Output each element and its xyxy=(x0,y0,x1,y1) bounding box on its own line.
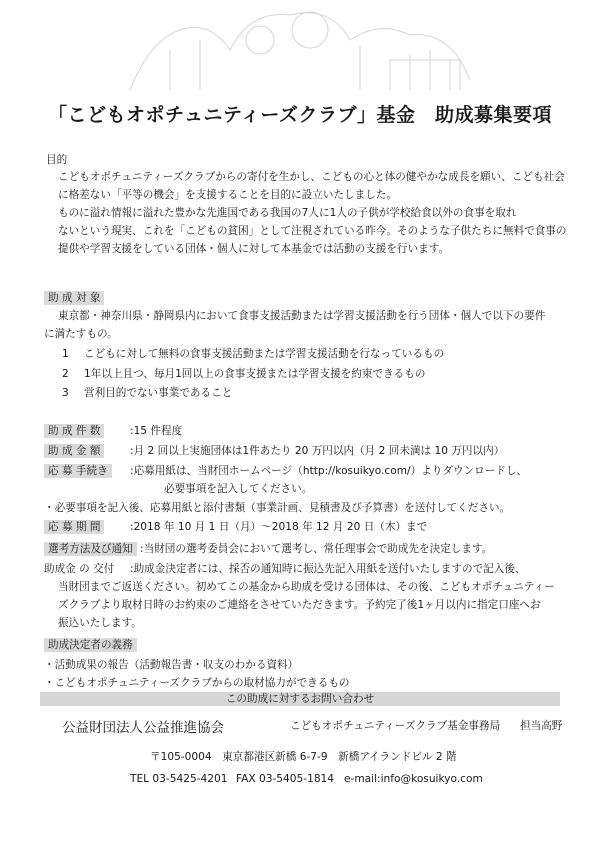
purpose-line: 提供や学習支援をしている団体・個人に対して本基金では活動の支援を行います。 xyxy=(58,243,450,255)
purpose-heading: 目的 xyxy=(46,154,68,166)
target-item-number: 1 xyxy=(62,348,69,360)
grant-line: 当財団までご返送ください。初めてこの基金から助成を受ける団体は、その後、こどもオポチュニティー xyxy=(58,581,555,593)
target-label: 助 成 対 象 xyxy=(44,291,104,305)
target-line: に満たすもの。 xyxy=(44,328,118,340)
inquiry-text: この助成に対するお問い合わせ xyxy=(225,693,375,705)
header-decorative-illustration xyxy=(110,0,490,96)
email[interactable]: e-mail:info@kosuikyo.com xyxy=(344,773,483,785)
page-title: 「こどもオポチュニティーズクラブ」基金 助成募集要項 xyxy=(48,104,552,126)
contact-person: 担当高野 xyxy=(520,720,563,732)
apply-label: 応 募 手続き xyxy=(44,464,112,478)
address: 〒105-0004 東京都港区新橋 6-7-9 新橋アイランドビル 2 階 xyxy=(150,751,457,763)
target-item-number: 3 xyxy=(62,387,69,399)
target-item-number: 2 xyxy=(62,368,69,380)
grant-line: 振込いたします。 xyxy=(58,617,142,629)
apply-value-continued: 必要事項を記入してください。 xyxy=(164,483,313,495)
amount-value: :月 2 回以上実施団体は1件あたり 20 万円以内（月 2 回未満は 10 万円以内） xyxy=(130,445,505,457)
selection-label: 選考方法及び通知 xyxy=(44,542,137,556)
org-name: 公益財団法人公益推進協会 xyxy=(62,720,224,736)
office-name: こどもオポチュニティーズクラブ基金事務局 xyxy=(290,720,501,732)
target-item-text: こどもに対して無料の食事支援活動または学習支援活動を行なっているもの xyxy=(84,348,445,360)
fax: FAX 03-5405-1814 xyxy=(236,773,335,785)
purpose-line: ないという現実、これを「こどもの貧困」として注視されている昨今。そのような子供たちに無料で食事の xyxy=(58,225,567,237)
count-value: :15 件程度 xyxy=(130,425,183,437)
amount-label: 助 成 金 額 xyxy=(44,444,104,458)
selection-value: :当財団の選考委員会において選考し、常任理事会で助成先を決定します。 xyxy=(140,543,493,555)
apply-value: :応募用紙は、当財団ホームページ（http://kosuikyo.com/）よりダウンロードし、 xyxy=(130,465,528,477)
duties-label: 助成決定者の義務 xyxy=(44,638,137,652)
purpose-line: ものに溢れ情報に溢れた豊かな先進国である我国の7人に1人の子供が学校給食以外の食事を取れ xyxy=(58,207,517,219)
purpose-line: に格差ない「平等の機会」を支援することを目的に設立いたしました。 xyxy=(58,189,397,201)
apply-note: ・必要事項を記入後、応募用紙と添付書類（事業計画、見積書及び予算書）を送付してください。 xyxy=(44,502,511,514)
count-label: 助 成 件 数 xyxy=(44,424,104,438)
grant-line: ズクラブより取材日時のお約束のご連絡をさせていただきます。予約完了後1ヶ月以内に指定口座へお xyxy=(58,599,541,611)
purpose-line: こどもオポチュニティーズクラブからの寄付を生かし、こどもの心と体の健やかな成長を願い、こども社会 xyxy=(58,171,565,183)
target-item-text: 1年以上且つ、毎月1回以上の食事支援または学習支援を約束できるもの xyxy=(84,368,426,380)
grant-value: :助成金決定者には、採否の通知時に振込先記入用紙を送付いたしますので記入後、 xyxy=(130,563,526,575)
target-line: 東京都・神奈川県・静岡県内において食事支援活動または学習支援活動を行う団体・個人で以下の要件 xyxy=(58,310,546,322)
duty-item: ・活動成果の報告（活動報告書・収支のわかる資料） xyxy=(44,659,299,671)
grant-label: 助成金 の 交付 xyxy=(44,563,115,575)
period-value: :2018 年 10 月 1 日（月）～2018 年 12 月 20 日（木）まで xyxy=(130,521,428,533)
period-label: 応 募 期 間 xyxy=(44,520,104,534)
tel: TEL 03-5425-4201 xyxy=(130,773,228,785)
duty-item: ・こどもオポチュニティーズクラブからの取材協力ができるもの xyxy=(44,677,350,689)
target-item-text: 営利目的でない事業であること xyxy=(84,387,233,399)
